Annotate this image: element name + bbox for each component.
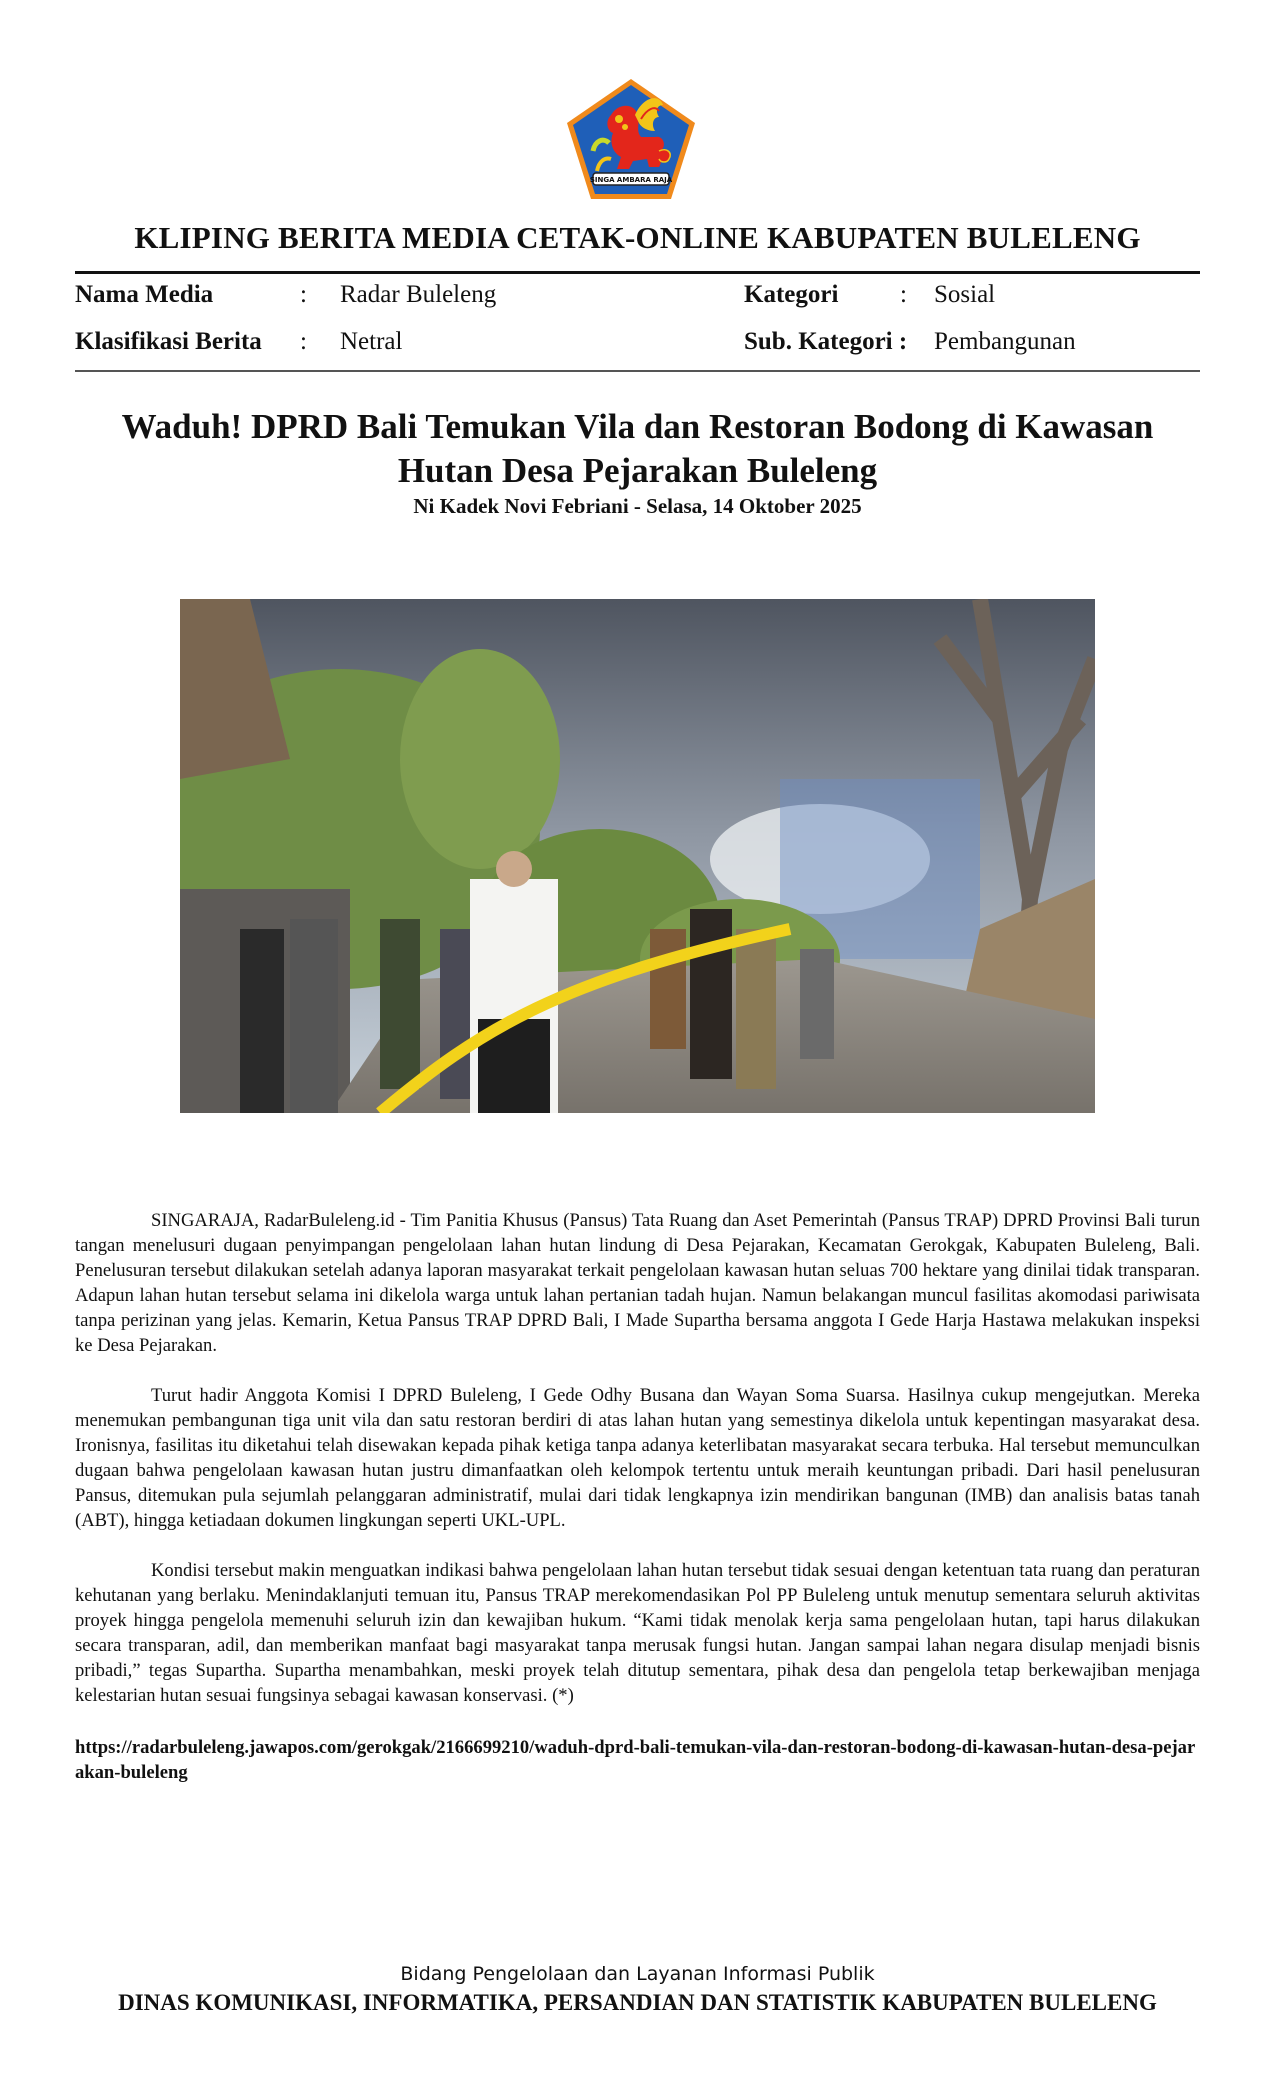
news-photo [180, 599, 1095, 1113]
klasifikasi-label: Klasifikasi Berita [75, 328, 262, 355]
footer-department: Bidang Pengelolaan dan Layanan Informasi Publik [400, 1963, 875, 1985]
emblem-ribbon-text: SINGA AMBARA RAJA [589, 176, 673, 184]
headline-line-2: Hutan Desa Pejarakan Buleleng [397, 451, 878, 490]
nama-media-value: Radar Buleleng [340, 281, 497, 308]
headline-line-1: Waduh! DPRD Bali Temukan Vila dan Restoran Bodong di Kawasan [121, 407, 1154, 446]
colon: : [900, 281, 907, 308]
article-byline: Ni Kadek Novi Febriani - Selasa, 14 Oktober 2025 [413, 494, 862, 518]
article-paragraph: SINGARAJA, RadarBuleleng.id - Tim Panitia Khusus (Pansus) Tata Ruang dan Aset Pemerintah (Pansus TRAP) DPRD Provinsi Bali turun tangan menelusuri dugaan penyimpangan pengelolaan lahan hutan lindung di Desa Pejarakan, Kecamatan Gerokgak, Kabupaten Buleleng, Bali. Penelusuran tersebut dilakukan setelah adanya laporan masyarakat terkait pengelolaan kawasan hutan seluas 700 hektare yang dinilai tidak transparan. Adapun lahan hutan tersebut selama ini dikelola warga untuk lahan pertanian tadah hujan. Namun belakangan muncul fasilitas akomodasi pariwisata tanpa perizinan yang jelas. Kemarin, Ketua Pansus TRAP DPRD Bali, I Made Supartha bersama anggota I Gede Harja Hastawa melakukan inspeksi ke Desa Pejarakan. [75, 1210, 1200, 1356]
kategori-value: Sosial [934, 281, 996, 308]
nama-media-label: Nama Media [75, 281, 214, 308]
article-body [75, 1208, 1200, 1733]
singa-ambara-raja-emblem-icon [563, 75, 699, 203]
klasifikasi-value: Netral [340, 328, 403, 355]
footer-agency: DINAS KOMUNIKASI, INFORMATIKA, PERSANDIAN DAN STATISTIK KABUPATEN BULELENG [118, 1990, 1157, 2015]
article-headline [75, 405, 1200, 493]
source-url-link[interactable]: https://radarbuleleng.jawapos.com/gerokgak/2166699210/waduh-dprd-bali-temukan-vila-dan-restoran-bodong-di-kawasan-hutan-desa-pejarakan-buleleng [75, 1737, 1196, 1783]
divider-bottom [75, 370, 1200, 372]
sub-kategori-label: Sub. Kategori : [744, 328, 908, 355]
document-title: KLIPING BERITA MEDIA CETAK-ONLINE KABUPATEN BULELENG [134, 220, 1141, 255]
article-paragraph: Kondisi tersebut makin menguatkan indikasi bahwa pengelolaan lahan hutan tersebut tidak sesuai dengan ketentuan tata ruang dan peraturan kehutanan yang berlaku. Menindaklanjuti temuan itu, Pansus TRAP merekomendasikan Pol PP Buleleng untuk menutup sementara seluruh aktivitas proyek hingga pengelola memenuhi seluruh izin dan kewajiban hukum. “Kami tidak menolak kerja sama pengelolaan hutan, tapi harus dilakukan secara transparan, adil, dan memberikan manfaat bagi masyarakat tanpa merusak fungsi hutan. Jangan sampai lahan negara disulap menjadi bisnis pribadi,” tegas Supartha. Supartha menambahkan, meski proyek telah ditutup sementara, pihak desa dan pengelola tetap berkewajiban menjaga kelestarian hutan sesuai fungsinya sebagai kawasan konservasi. (*) [75, 1560, 1200, 1706]
colon: : [300, 281, 307, 308]
colon: : [300, 328, 307, 355]
kategori-label: Kategori [744, 281, 839, 308]
article-paragraph: Turut hadir Anggota Komisi I DPRD Buleleng, I Gede Odhy Busana dan Wayan Soma Suarsa. Hasilnya cukup mengejutkan. Mereka menemukan pembangunan tiga unit vila dan satu restoran berdiri di atas lahan hutan yang semestinya dikelola untuk kepentingan masyarakat desa. Ironisnya, fasilitas itu diketahui telah disewakan kepada pihak ketiga tanpa adanya keterlibatan masyarakat secara terbuka. Hal tersebut memunculkan dugaan bahwa pengelolaan kawasan hutan justru dimanfaatkan oleh kelompok tertentu untuk meraih keuntungan pribadi. Dari hasil penelusuran Pansus, ditemukan pula sejumlah pelanggaran administratif, mulai dari tidak lengkapnya izin mendirikan bangunan (IMB) dan analisis batas tanah (ABT), hingga ketiadaan dokumen lingkungan seperti UKL-UPL. [75, 1385, 1200, 1531]
sub-kategori-value: Pembangunan [934, 328, 1076, 355]
divider-top [75, 271, 1200, 274]
